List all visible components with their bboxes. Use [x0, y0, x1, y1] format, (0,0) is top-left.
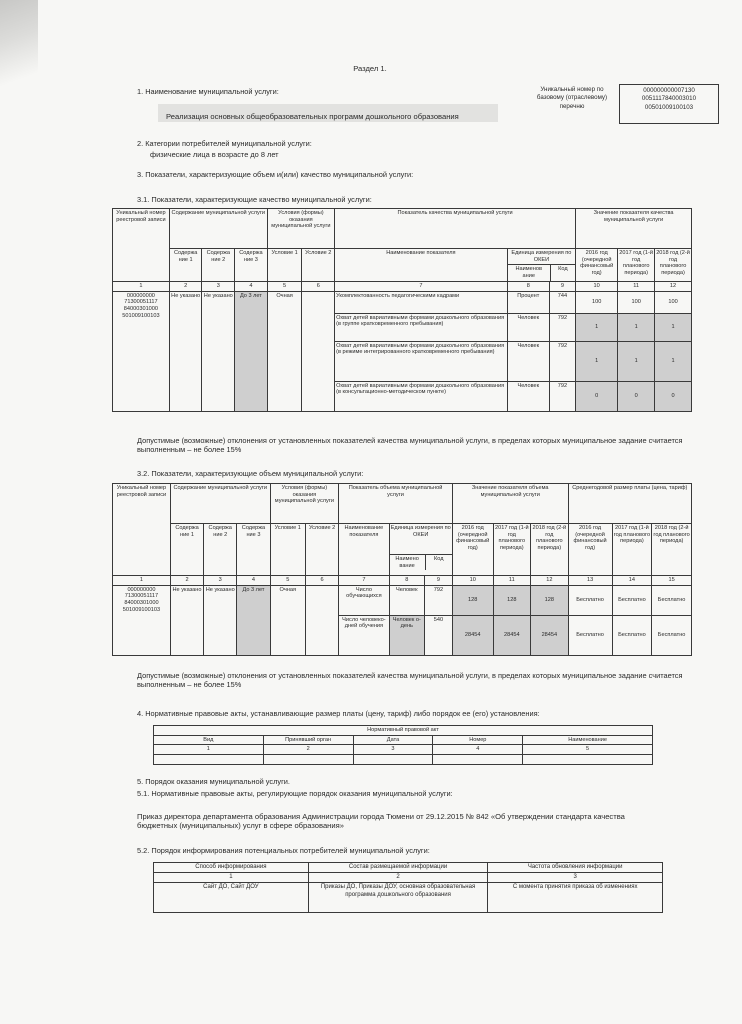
col-num: 7: [335, 281, 508, 291]
header-content-2: Содержа ние 2: [204, 524, 237, 576]
condition-1: Очная: [270, 585, 305, 655]
table-row: [113, 585, 692, 615]
col-num: 14: [612, 576, 652, 586]
header-value: Значение показателя качества муниципальной услуги: [576, 209, 692, 249]
quality-deviation-note: [137, 436, 693, 455]
unique-number-line: 000000000007130: [643, 87, 695, 94]
fee-2016: Бесплатно: [568, 585, 612, 615]
col-num: 4: [235, 281, 268, 291]
indicator-name: Охват детей вариативными формами дошкольного образования (в режиме интегрированного кратковременного пребывания): [335, 341, 508, 381]
header-fee-2018: 2018 год (2-й год планового периода): [652, 524, 692, 576]
col-num: 5: [267, 281, 302, 291]
indicator-name: Число человеко-дней обучения: [339, 615, 389, 655]
unit-code: 540: [424, 615, 452, 655]
col-num: 4: [237, 576, 270, 586]
table-row: [113, 291, 692, 313]
value-2016: 1: [576, 313, 618, 341]
col-num: 2: [263, 745, 353, 755]
condition-2: [305, 585, 338, 655]
col-num: 9: [424, 576, 452, 586]
value-2016: 100: [576, 291, 618, 313]
indicator-name: Укомплектованность педагогическими кадрами: [335, 291, 508, 313]
table-row: [154, 883, 663, 913]
service-name-label: 1. Наименование муниципальной услуги:: [137, 87, 279, 96]
header-condition-2: Условие 2: [302, 249, 335, 282]
quality-table: [112, 208, 692, 412]
header-frequency: Частота обновления информации: [488, 863, 663, 873]
unique-number-label: Уникальный номер по базовому (отраслевому) перечню: [536, 86, 608, 110]
header-content-1: Содержа ние 1: [169, 249, 202, 282]
value-2017: 1: [618, 313, 655, 341]
fee-acts-table: [153, 725, 653, 765]
indicator-name: Охват детей вариативными формами дошкольного образования (в консультационно-методическом пункте): [335, 381, 508, 411]
col-num: 2: [308, 873, 488, 883]
header-condition-1: Условие 1: [267, 249, 302, 282]
header-indicator: Показатель качества муниципальной услуги: [335, 209, 576, 249]
header-fee-2017: 2017 год (1-й год планового периода): [612, 524, 652, 576]
content-3: До 3 лет: [237, 585, 270, 655]
col-num: 1: [113, 281, 170, 291]
content-3: До 3 лет: [235, 291, 268, 411]
value-2017: 128: [493, 585, 531, 615]
col-num: 5: [523, 745, 653, 755]
header-method: Способ информирования: [154, 863, 309, 873]
unique-number-line: 0051117840003010: [641, 95, 697, 103]
col-num: 4: [433, 745, 523, 755]
value-2016: 0: [576, 381, 618, 411]
col-num: 3: [488, 873, 663, 883]
header-indicator-name: Наименование показателя: [339, 524, 389, 576]
col-num: 1: [113, 576, 171, 586]
header-authority: Принявший орган: [263, 735, 353, 745]
unique-number-box: [619, 84, 719, 124]
informing-label: 5.2. Порядок информирования потенциальных потребителей муниципальной услуги:: [137, 846, 430, 855]
header-unit-title: Единица измерения по ОКЕИ: [390, 524, 452, 555]
scan-shadow: [0, 0, 38, 95]
unit-name: Процент: [507, 291, 549, 313]
col-num: 6: [305, 576, 338, 586]
value-2018: 1: [655, 341, 692, 381]
volume-label: 3.2. Показатели, характеризующие объем муниципальной услуги:: [137, 469, 364, 478]
col-num: 10: [576, 281, 618, 291]
header-indicator-name: Наименование показателя: [335, 249, 508, 282]
fee-acts-label: 4. Нормативные правовые акты, устанавливающие размер платы (цену, тариф) либо порядок ее (его) установления:: [137, 709, 540, 718]
indicator-name: Охват детей вариативными формами дошкольного образования (в группе кратковременного пребывания): [335, 313, 508, 341]
cell: [523, 755, 653, 765]
section-title: Раздел 1.: [353, 64, 387, 73]
col-num: 8: [389, 576, 424, 586]
header-fee: Среднегодовой размер платы (цена, тариф): [568, 484, 691, 524]
cell: [433, 755, 523, 765]
header-content: Состав размещаемой информации: [308, 863, 488, 873]
header-2017: 2017 год (1-й год планового периода): [493, 524, 531, 576]
header-name: Наименование: [523, 735, 653, 745]
informing-table: [153, 862, 663, 913]
header-content-1: Содержа ние 1: [170, 524, 203, 576]
col-num: 2: [170, 576, 203, 586]
col-num: 3: [202, 281, 235, 291]
cell: [263, 755, 353, 765]
content-2: Не указано: [204, 585, 237, 655]
value-2018: 100: [655, 291, 692, 313]
unit-name: Человек о-день: [389, 615, 424, 655]
unique-number-line: 00501009100103: [644, 103, 694, 111]
volume-table: [112, 483, 692, 656]
col-num: 8: [507, 281, 549, 291]
method: Сайт ДО, Сайт ДОУ: [154, 883, 309, 913]
header-2016: 2016 год (очередной финансовый год): [576, 249, 618, 282]
content-2: Не указано: [202, 291, 235, 411]
header-conditions: Условия (формы) оказания муниципальной услуги: [270, 484, 339, 524]
col-num: 12: [655, 281, 692, 291]
value-2018: 0: [655, 381, 692, 411]
value-2017: 28454: [493, 615, 531, 655]
unit-code: 792: [549, 341, 575, 381]
unit-code: 792: [549, 313, 575, 341]
header-type: Вид: [154, 735, 264, 745]
header-unit-code: Код: [433, 556, 444, 562]
unit-name: Человек: [389, 585, 424, 615]
header-legal-act: Нормативный правовой акт: [154, 726, 653, 736]
col-num: 9: [549, 281, 575, 291]
value-2017: 1: [618, 341, 655, 381]
header-unit: [507, 249, 575, 282]
header-2017: 2017 год (1-й год планового периода): [618, 249, 655, 282]
fee-2018: Бесплатно: [652, 585, 692, 615]
header-content-2: Содержа ние 2: [202, 249, 235, 282]
header-condition-2: Условие 2: [305, 524, 338, 576]
indicators-label: 3. Показатели, характеризующие объем и(или) качество муниципальной услуги:: [137, 170, 414, 179]
header-number: Номер: [433, 735, 523, 745]
col-num: 5: [270, 576, 305, 586]
consumers-value: физические лица в возрасте до 8 лет: [150, 150, 279, 159]
col-num: 15: [652, 576, 692, 586]
col-num: 11: [618, 281, 655, 291]
header-indicator: Показатель объема муниципальной услуги: [339, 484, 453, 524]
unit-code: 744: [549, 291, 575, 313]
record-number: 000000000 71300051117 84000301000 501009100103: [113, 291, 170, 411]
col-num: 3: [353, 745, 433, 755]
col-num: 6: [302, 281, 335, 291]
value-2017: 100: [618, 291, 655, 313]
unit-name: Человек: [507, 381, 549, 411]
header-conditions: Условия (формы) оказания муниципальной услуги: [267, 209, 334, 249]
header-unique-record: Уникальный номер реестровой записи: [113, 484, 171, 576]
header-unit: [389, 524, 452, 576]
col-num: 12: [531, 576, 569, 586]
col-num: 1: [154, 745, 264, 755]
table-row: [154, 755, 653, 765]
col-num: 10: [452, 576, 493, 586]
header-condition-1: Условие 1: [270, 524, 305, 576]
col-num: 3: [204, 576, 237, 586]
fee-2017: Бесплатно: [612, 585, 652, 615]
record-number: 000000000 71300051117 84000301000 501009100103: [113, 585, 171, 655]
header-2018: 2018 год (2-й год планового периода): [655, 249, 692, 282]
value-2018: 1: [655, 313, 692, 341]
fee-2016: Бесплатно: [568, 615, 612, 655]
consumers-label: 2. Категории потребителей муниципальной услуги:: [137, 139, 312, 148]
fee-2017: Бесплатно: [612, 615, 652, 655]
quality-label: 3.1. Показатели, характеризующие качество муниципальной услуги:: [137, 195, 372, 204]
header-2016: 2016 год (очередной финансовый год): [452, 524, 493, 576]
header-unit-name: Наимено вание: [390, 555, 426, 570]
col-num: 2: [169, 281, 202, 291]
value-2018: 128: [531, 585, 569, 615]
note-text: Допустимые (возможные) отклонения от установленных показателей качества муниципальной услуги, в пределах которых муниципальное задание считается выполненным – не более 15%: [137, 671, 683, 690]
volume-deviation-note: [137, 671, 693, 690]
service-name: Реализация основных общеобразовательных программ дошкольного образования: [166, 112, 459, 121]
frequency: С момента принятия приказа об изменениях: [488, 883, 663, 913]
note-text: Допустимые (возможные) отклонения от установленных показателей качества муниципальной услуги, в пределах которых муниципальное задание считается выполненным – не более 15%: [137, 436, 683, 455]
header-content-3: Содержа ние 3: [237, 524, 270, 576]
col-num: 1: [154, 873, 309, 883]
indicator-name: Число обучающихся: [339, 585, 389, 615]
header-date: Дата: [353, 735, 433, 745]
unit-code: 792: [549, 381, 575, 411]
col-num: 7: [339, 576, 389, 586]
cell: [353, 755, 433, 765]
value-2018: 28454: [531, 615, 569, 655]
value-2016: 128: [452, 585, 493, 615]
unit-code: 792: [424, 585, 452, 615]
procedure-act: Приказ директора департамента образования Администрации города Тюмени от 29.12.2015 № 842 «Об утверждении стандарта качества бюджетных (муниципальных) услуг в сфере образования»: [137, 812, 625, 831]
header-unique-record: Уникальный номер реестровой записи: [113, 209, 170, 282]
cell: [154, 755, 264, 765]
header-unit-code: Код: [558, 266, 568, 273]
unit-name: Человек: [507, 341, 549, 381]
fee-2018: Бесплатно: [652, 615, 692, 655]
header-content: Содержание муниципальной услуги: [169, 209, 267, 249]
header-unit-title: Единица измерения по ОКЕИ: [508, 249, 575, 265]
value-2016: 28454: [452, 615, 493, 655]
unit-name: Человек: [507, 313, 549, 341]
header-content-3: Содержа ние 3: [235, 249, 268, 282]
procedure-label: 5. Порядок оказания муниципальной услуги.: [137, 777, 290, 786]
header-fee-2016: 2016 год (очередной финансовый год): [568, 524, 612, 576]
header-content: Содержание муниципальной услуги: [170, 484, 270, 524]
col-num: 11: [493, 576, 531, 586]
col-num: 13: [568, 576, 612, 586]
content-1: Не указано: [169, 291, 202, 411]
procedure-acts-label: 5.1. Нормативные правовые акты, регулирующие порядок оказания муниципальной услуги:: [137, 789, 453, 798]
header-unit-name: Наименов ание: [508, 265, 551, 280]
value-2016: 1: [576, 341, 618, 381]
content: Приказы ДО, Приказы ДОУ, основная образовательная программа дошкольного образования: [308, 883, 488, 913]
content-1: Не указано: [170, 585, 203, 655]
value-2017: 0: [618, 381, 655, 411]
condition-2: [302, 291, 335, 411]
header-value: Значение показателя объема муниципальной услуги: [452, 484, 568, 524]
condition-1: Очная: [267, 291, 302, 411]
header-2018: 2018 год (2-й год планового периода): [531, 524, 569, 576]
